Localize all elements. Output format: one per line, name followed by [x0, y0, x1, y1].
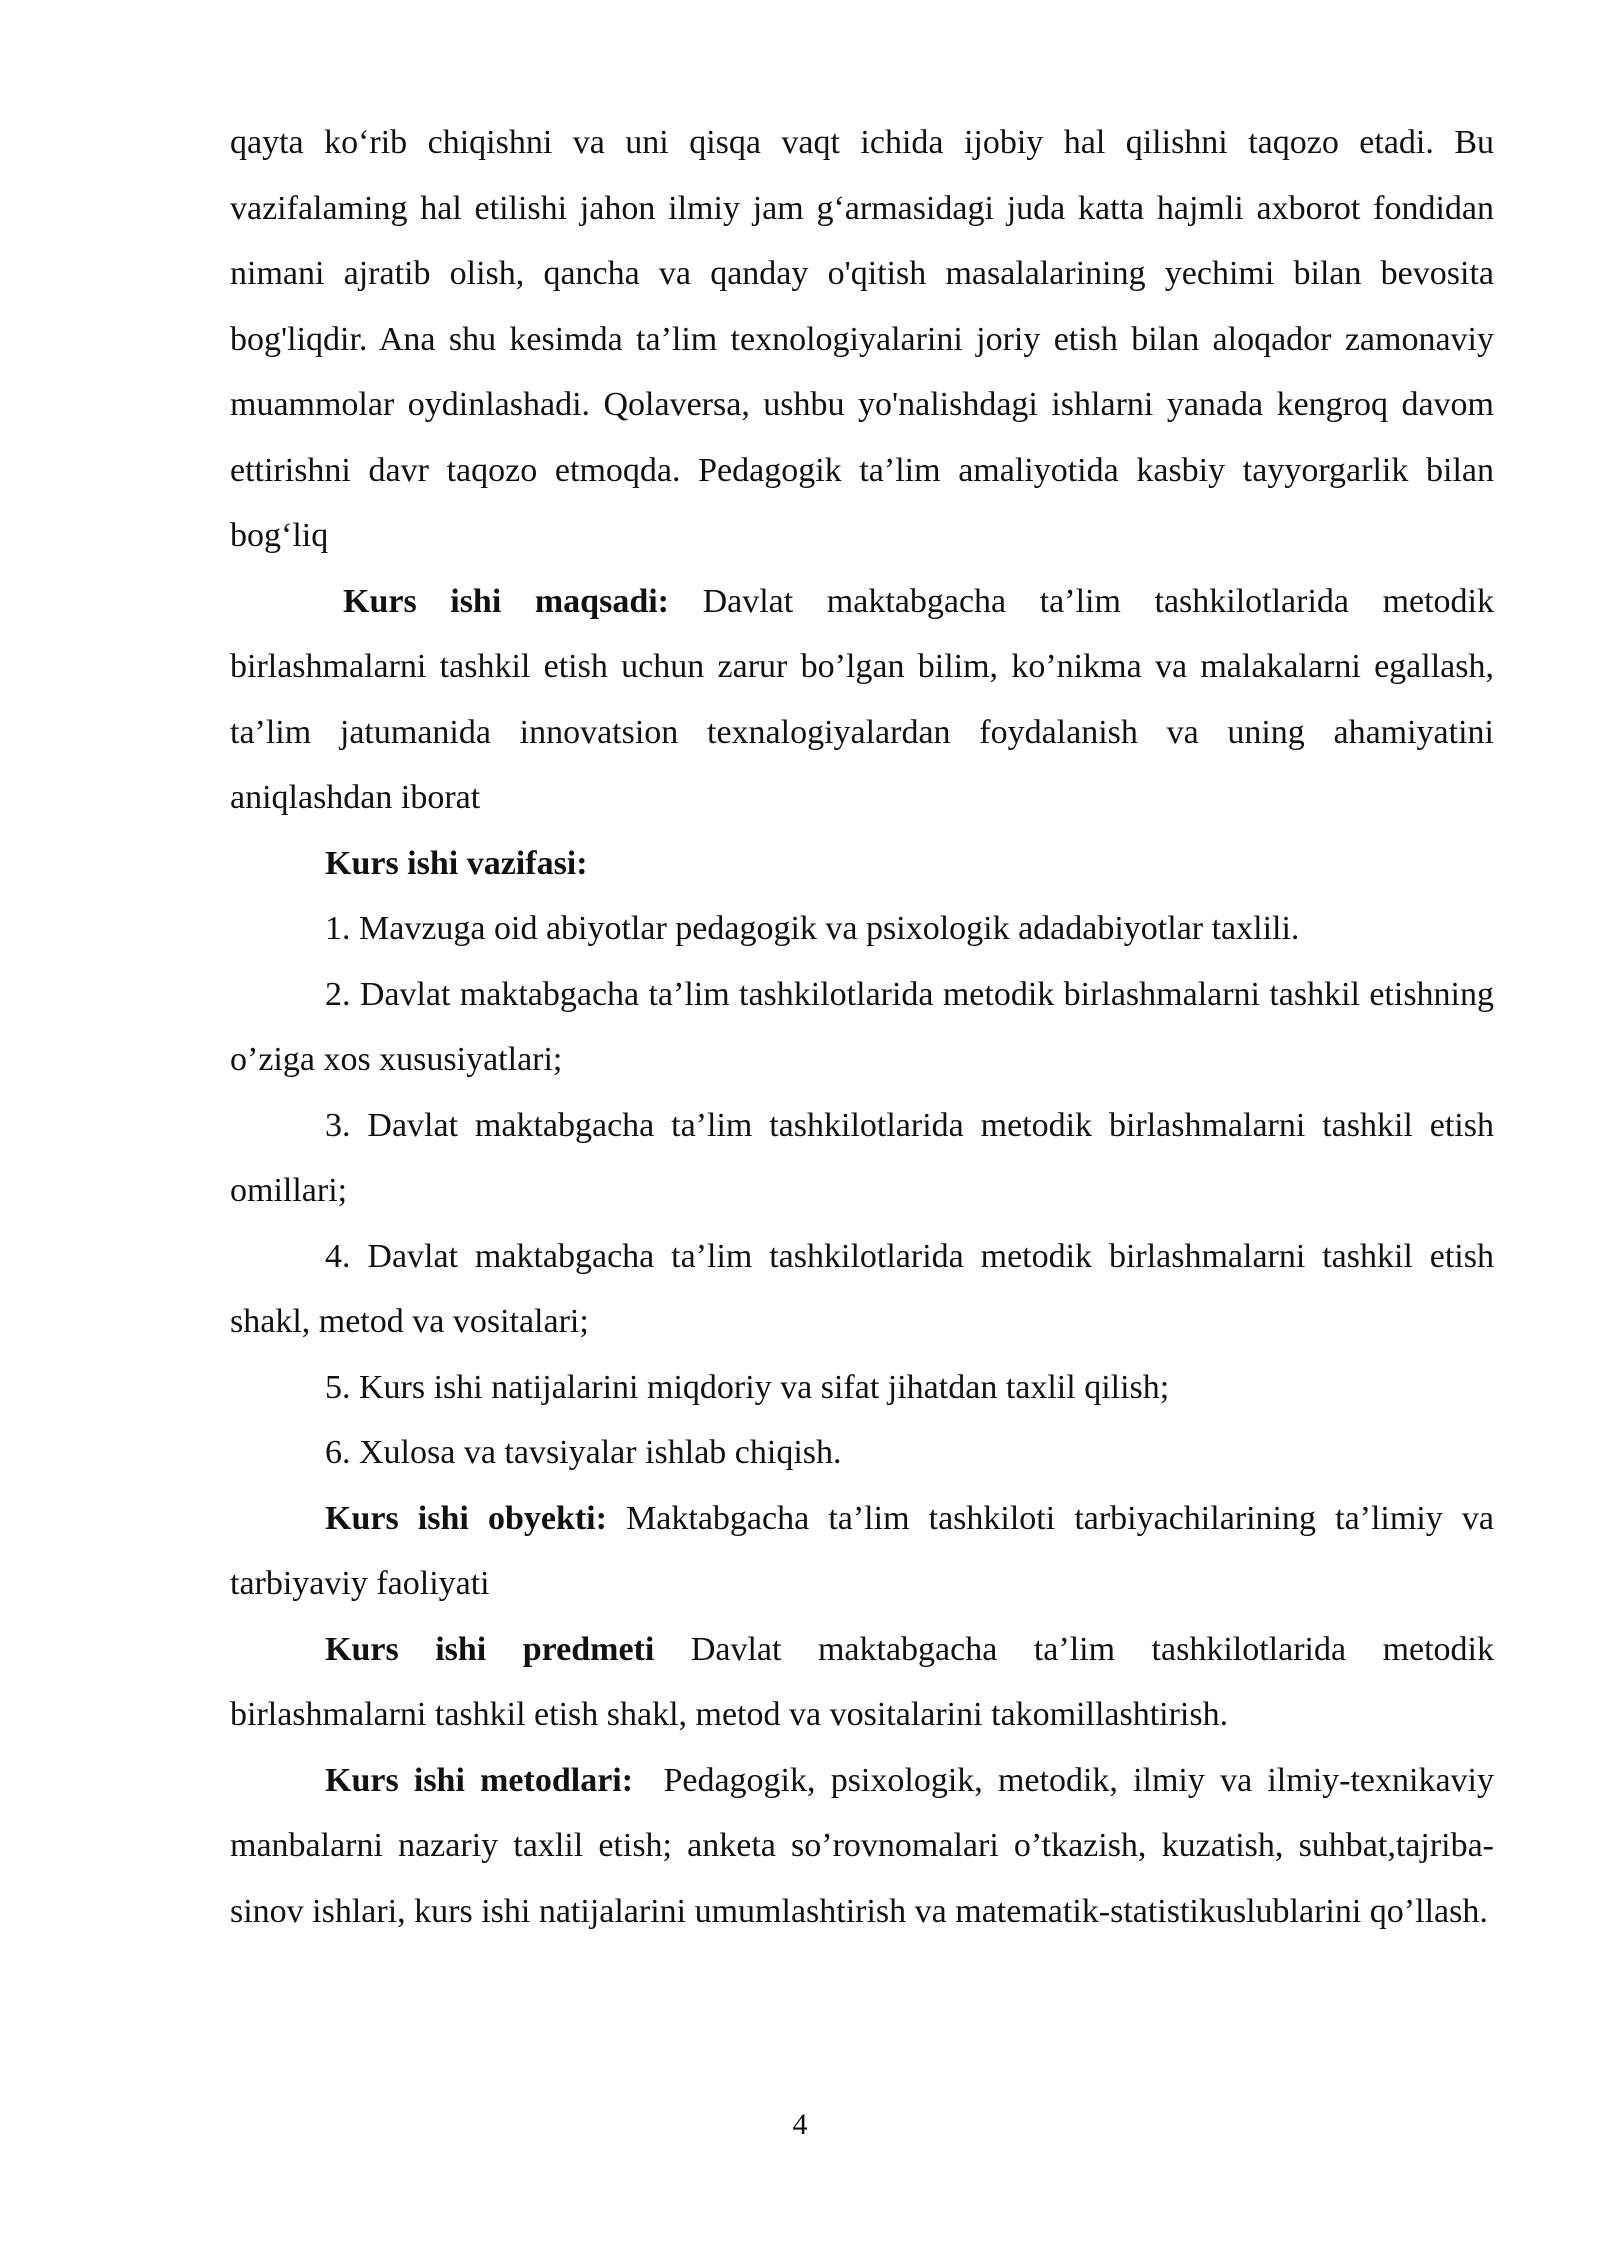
- page-body: [230, 110, 1503, 1944]
- metodlar-label: Kurs ishi metodlari:: [325, 1761, 634, 1799]
- vazifa-heading: Kurs ishi vazifasi:: [325, 844, 588, 882]
- vazifa-item-5: 5. Kurs ishi natijalarini miqdoriy va sifat jihatdan taxlil qilish;: [325, 1368, 1170, 1406]
- maqsad-label: Kurs ishi maqsadi:: [343, 582, 670, 620]
- predmet-text: Davlat maktabgacha ta’lim tashkilotlarida metodik birlashmalarni tashkil etish shakl, metod va vositalarini takomillashtirish.: [230, 1630, 1494, 1733]
- obyekt-label: Kurs ishi obyekti:: [325, 1499, 607, 1537]
- predmet-paragraph: [230, 1617, 1494, 1748]
- metodlar-text: Pedagogik, psixologik, metodik, ilmiy va ilmiy-texnikaviy manbalarni nazariy taxlil etish; anketa so’rovnomalari o’tkazish, kuzatish, suhbat,tajriba-sinov ishlari, kurs ishi natijalarini umumlashtirish va matematik-statistikuslublarini qo’llash.: [230, 1761, 1503, 1930]
- vazifa-item-4: 4. Davlat maktabgacha ta’lim tashkilotlarida metodik birlashmalarni tashkil etish shakl, metod va vositalari;: [230, 1237, 1494, 1340]
- vazifa-item-1: 1. Mavzuga oid abiyotlar pedagogik va psixologik adadabiyotlar taxlili.: [325, 910, 1300, 947]
- metodlar-paragraph: [230, 1748, 1503, 1945]
- obyekt-paragraph: [230, 1486, 1494, 1617]
- predmet-label: Kurs ishi predmeti: [325, 1630, 655, 1668]
- vazifa-item-6: 6. Xulosa va tavsiyalar ishlab chiqish.: [325, 1434, 842, 1471]
- intro-paragraph: qayta koʻrib chiqishni va uni qisqa vaqt ichida ijobiy hal qilishni taqozo etadi. Bu vazifalaming hal etilishi jahon ilmiy jam gʻarmasidagi juda katta hajmli axborot fondidan nimani ajratib olish, qancha va qanday o'qitish masalalarining yechimi bilan bevosita bog'liqdir. Ana shu kesimda ta’lim texnologiyalarini joriy etish bilan aloqador zamonaviy muammolar oydinlashadi. Qolaversa, ushbu yo'nalishdagi ishlarni yanada kengroq davom ettirishni davr taqozo etmoqda. Pedagogik ta’lim amaliyotida kasbiy tayyorgarlik bilan bogʻliq: [230, 124, 1494, 554]
- vazifa-item-3: 3. Davlat maktabgacha ta’lim tashkilotlarida metodik birlashmalarni tashkil etish omillari;: [230, 1106, 1494, 1209]
- vazifa-item-2: 2. Davlat maktabgacha ta’lim tashkilotlarida metodik birlashmalarni tashkil etishning o’ziga xos xususiyatlari;: [230, 975, 1494, 1078]
- maqsad-paragraph: [230, 569, 1494, 831]
- maqsad-text: Davlat maktabgacha ta’lim tashkilotlarida metodik birlashmalarni tashkil etish uchun zarur bo’lgan bilim, ko’nikma va malakalarni egallash, ta’lim jatumanida innovatsion texnalogiyalardan foydalanish va uning ahamiyatini aniqlashdan iborat: [230, 582, 1495, 816]
- obyekt-text: Maktabgacha ta’lim tashkiloti tarbiyachilarining ta’limiy va tarbiyaviy faoliyati: [230, 1499, 1494, 1602]
- page-number: 4: [792, 2108, 808, 2141]
